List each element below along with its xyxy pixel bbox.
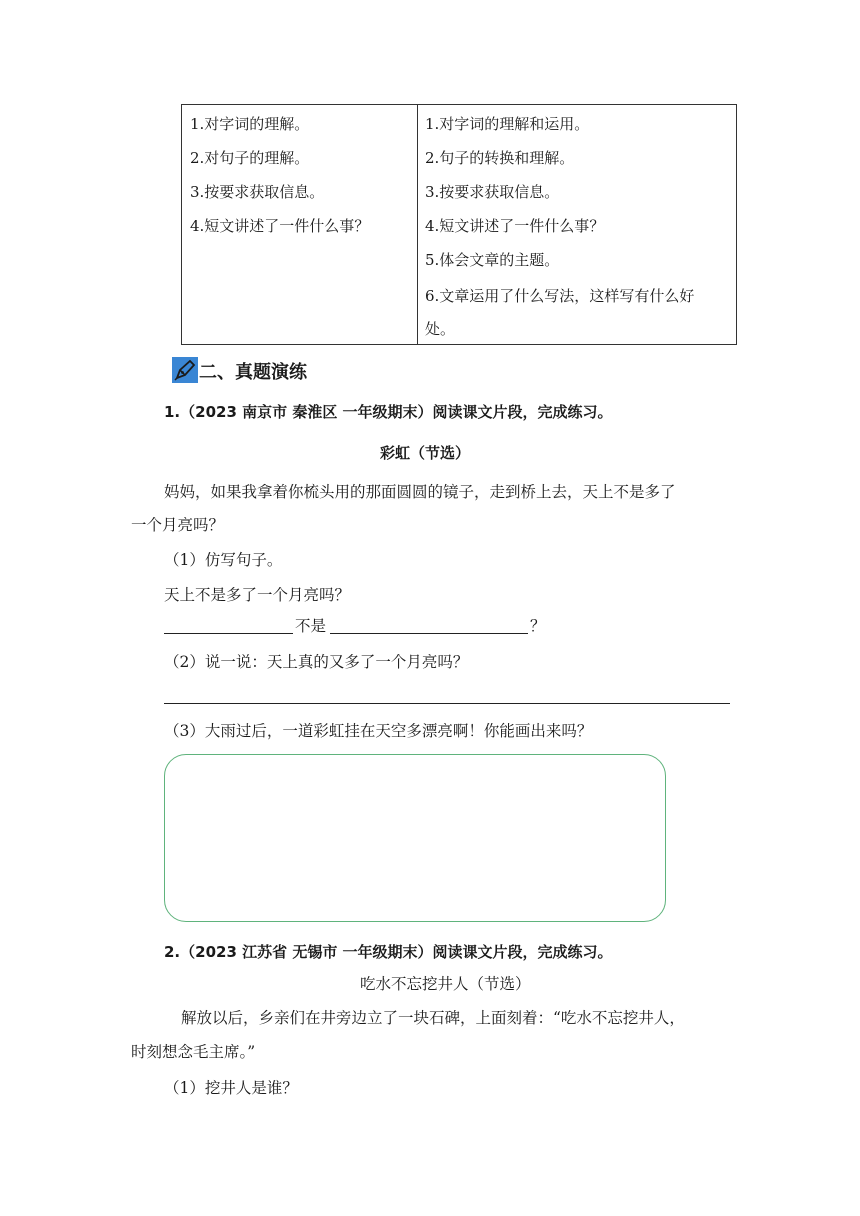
table-left-item: 2.对句子的理解。	[190, 149, 310, 167]
q1-header: 1.（2023 南京市 秦淮区 一年级期末）阅读课文片段，完成练习。	[164, 403, 613, 421]
answer-blank[interactable]	[164, 633, 293, 634]
q2-passage-title: 吃水不忘挖井人（节选）	[360, 975, 531, 993]
q1-sub3: （3）大雨过后，一道彩虹挂在天空多漂亮啊！你能画出来吗？	[164, 722, 593, 740]
table-right-item: 1.对字词的理解和运用。	[425, 115, 590, 133]
q2-passage-line: 时刻想念毛主席。”	[131, 1043, 256, 1061]
table-left-item: 3.按要求获取信息。	[190, 183, 325, 201]
q2-sub1: （1）挖井人是谁？	[164, 1079, 298, 1097]
answer-blank[interactable]	[330, 633, 528, 634]
table-right-item: 2.句子的转换和理解。	[425, 149, 575, 167]
blank-end-mark: ？	[530, 617, 546, 635]
table-right-item: 5.体会文章的主题。	[425, 251, 560, 269]
drawing-box[interactable]	[164, 754, 666, 922]
section-title: 二、真题演练	[199, 362, 307, 383]
q2-header: 2.（2023 江苏省 无锡市 一年级期末）阅读课文片段，完成练习。	[164, 943, 613, 961]
table-right-item: 处。	[425, 320, 456, 338]
table-divider	[417, 105, 418, 344]
q1-passage-line: 一个月亮吗？	[131, 516, 225, 534]
answer-line[interactable]	[164, 703, 730, 704]
table-right-item: 6.文章运用了什么写法，这样写有什么好	[425, 287, 695, 305]
q1-sub1: （1）仿写句子。	[164, 551, 283, 569]
table-right-item: 4.短文讲述了一件什么事？	[425, 217, 605, 235]
q1-passage-line: 妈妈，如果我拿着你梳头用的那面圆圆的镜子，走到桥上去，天上不是多了	[164, 483, 676, 501]
q1-example: 天上不是多了一个月亮吗？	[164, 586, 351, 604]
table-right-item: 3.按要求获取信息。	[425, 183, 560, 201]
pen-icon	[172, 357, 198, 383]
table-left-item: 1.对字词的理解。	[190, 115, 310, 133]
comparison-table	[181, 104, 737, 345]
q2-passage-line: 解放以后，乡亲们在井旁边立了一块石碑，上面刻着：“吃水不忘挖井人，	[181, 1009, 685, 1027]
table-left-item: 4.短文讲述了一件什么事？	[190, 217, 370, 235]
blank-connector: 不是	[295, 617, 327, 635]
q1-sub2: （2）说一说：天上真的又多了一个月亮吗？	[164, 653, 469, 671]
q1-passage-title: 彩虹（节选）	[380, 444, 471, 462]
